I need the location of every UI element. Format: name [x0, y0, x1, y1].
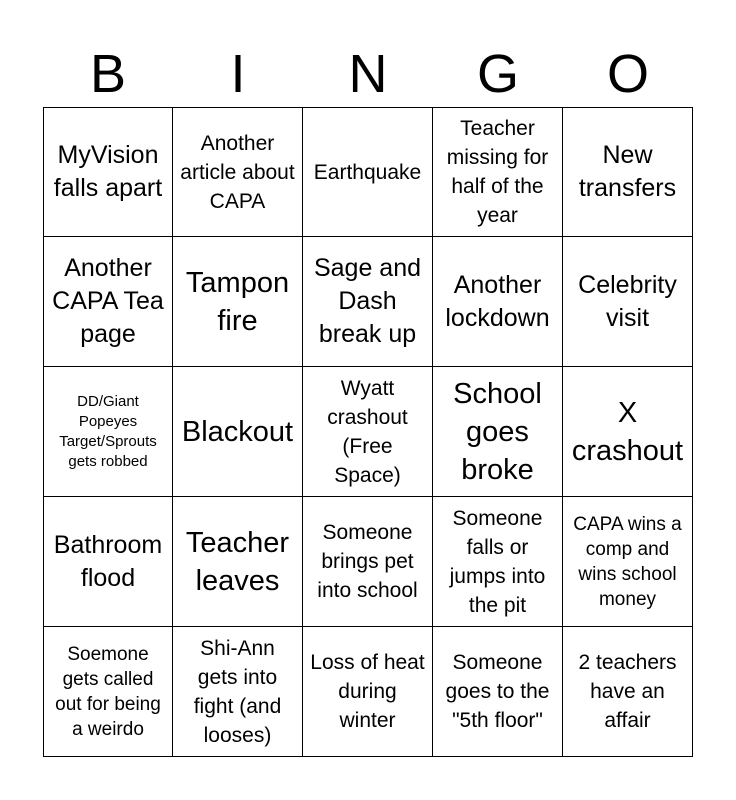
cell-text: Bathroom flood	[53, 530, 163, 592]
cell-text: New transfers	[578, 141, 677, 202]
bingo-cell-r5c5[interactable]	[563, 627, 693, 757]
bingo-cell-r1c3[interactable]	[303, 107, 433, 237]
cell-text: Loss of heat during winter	[310, 651, 425, 732]
header-letter-o: O	[606, 44, 649, 104]
cell-text: Sage and Dash break up	[313, 254, 422, 348]
header-letter-b: B	[89, 44, 127, 104]
cell-text: School goes broke	[453, 377, 542, 486]
bingo-cell-r4c5[interactable]	[563, 497, 693, 627]
bingo-cell-r4c2[interactable]	[173, 497, 303, 627]
bingo-cell-r5c2[interactable]	[173, 627, 303, 757]
bingo-cell-r1c2[interactable]	[173, 107, 303, 237]
cell-text: Another article about CAPA	[180, 131, 295, 213]
bingo-cell-r1c1[interactable]	[43, 107, 173, 237]
bingo-cell-r2c1[interactable]	[43, 237, 173, 367]
cell-text: MyVision falls apart	[53, 141, 163, 202]
cell-text: Someone brings pet into school	[317, 521, 418, 602]
bingo-cell-r5c4[interactable]	[433, 627, 563, 757]
bingo-cell-r2c2[interactable]	[173, 237, 303, 367]
header-letter-n: N	[348, 44, 388, 104]
bingo-cell-r2c4[interactable]	[433, 237, 563, 367]
bingo-cell-r3c1[interactable]	[43, 367, 173, 497]
cell-text: Blackout	[181, 415, 294, 448]
cell-text: Teacher missing for half of the year	[446, 117, 549, 227]
bingo-cell-r2c5[interactable]	[563, 237, 693, 367]
bingo-cell-r4c3[interactable]	[303, 497, 433, 627]
cell-text: Someone goes to the "5th floor"	[445, 651, 550, 732]
header-letter-g: G	[476, 44, 519, 104]
cell-text: Another lockdown	[445, 270, 550, 332]
cell-text: Celebrity visit	[578, 270, 677, 332]
header-letter-i: I	[230, 44, 246, 104]
cell-text: Shi-Ann gets into fight (and looses)	[193, 636, 282, 747]
bingo-cell-r2c3[interactable]	[303, 237, 433, 367]
cell-text: Earthquake	[313, 160, 422, 184]
cell-text: Another CAPA Tea page	[52, 254, 164, 348]
cell-text: Tampon fire	[185, 266, 290, 337]
cell-text: X crashout	[571, 396, 684, 467]
cell-text: Wyatt crashout (Free Space)	[327, 376, 408, 487]
bingo-cell-r3c5[interactable]	[563, 367, 693, 497]
bingo-cell-r1c4[interactable]	[433, 107, 563, 237]
bingo-cell-r1c5[interactable]	[563, 107, 693, 237]
bingo-cell-r3c3-free-space[interactable]	[303, 367, 433, 497]
bingo-cell-r3c4[interactable]	[433, 367, 563, 497]
bingo-cell-r4c4[interactable]	[433, 497, 563, 627]
bingo-cell-r3c2[interactable]	[173, 367, 303, 497]
bingo-cell-r4c1[interactable]	[43, 497, 173, 627]
cell-text: CAPA wins a comp and wins school money	[573, 513, 682, 610]
cell-text: DD/Giant Popeyes Target/Sprouts gets robbed	[59, 392, 157, 470]
cell-text: Someone falls or jumps into the pit	[449, 506, 546, 617]
cell-text: Teacher leaves	[185, 526, 290, 597]
cell-text: 2 teachers have an affair	[578, 651, 677, 732]
bingo-cell-r5c3[interactable]	[303, 627, 433, 757]
bingo-board	[43, 107, 693, 757]
bingo-cell-r5c1[interactable]	[43, 627, 173, 757]
cell-text: Soemone gets called out for being a weirdo	[55, 643, 161, 740]
bingo-header	[43, 40, 693, 108]
